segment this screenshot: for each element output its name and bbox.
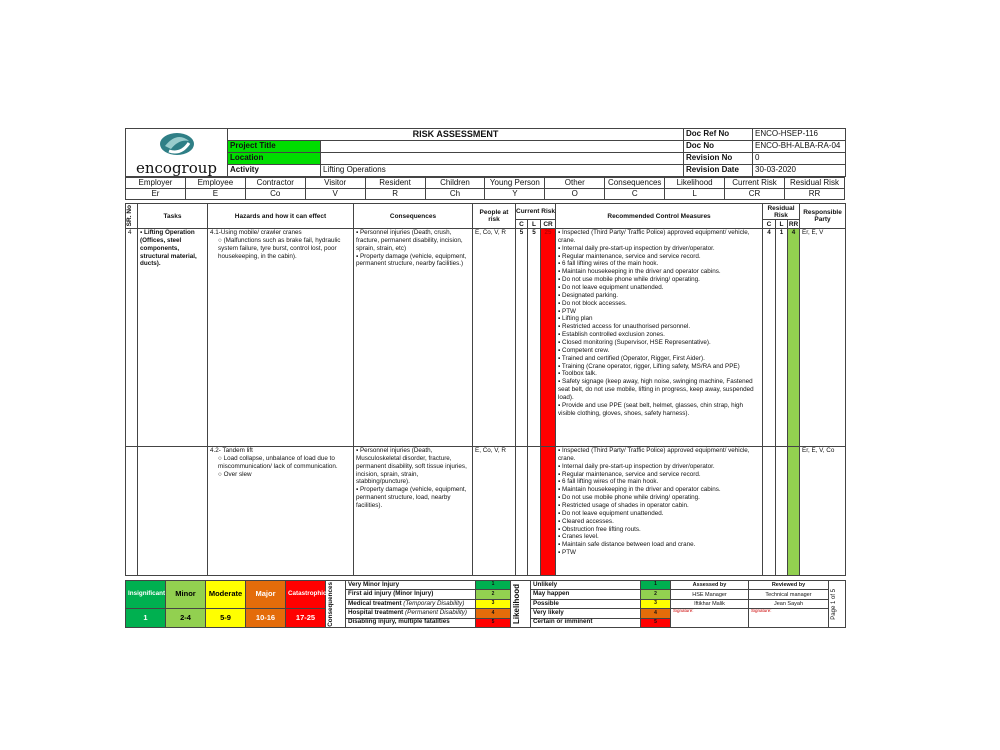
consequence-level [346,618,476,627]
assessed-by-label: Assessed by [671,581,749,590]
risk-matrix-footer [125,580,846,628]
consequence-item: ▪ Personnel injuries (Death, crush, fracture, permanent disability, incision, sprain, strain, etc) [356,229,470,253]
control-measure: ▪ Inspected (Third Party/ Traffic Police) approved equipment/ vehicle, crane. [558,447,760,463]
residual-l [776,447,788,576]
revision-no-value: 0 [753,153,846,165]
col-current-risk: Current Risk [516,204,556,220]
legend-name: Employer [126,178,186,189]
consequence-level [346,581,476,590]
control-measure: ▪ Do not use mobile phone while driving/ operating. [558,494,760,502]
control-measure: ▪ Regular maintenance, service and service record. [558,471,760,479]
col-residual-risk: Residual Risk [763,204,800,220]
consequences-cell [354,447,473,576]
hazard-item: ○ Over slew [210,471,351,479]
doc-no-value: ENCO-BH-ALBA-RA-04 [753,141,846,153]
risk-level-label: Major [246,581,286,609]
likelihood-level: Possible [531,599,641,608]
control-measure: ▪ Cranes level. [558,533,760,541]
header-table [125,128,846,177]
residual-rr [788,447,800,576]
consequence-text: Very Minor Injury [348,580,400,588]
logo-text: encogroup [135,159,218,177]
risk-level-label: Insignificant [126,581,166,609]
reviewer-name: Jean Sayah [749,599,829,608]
location-value[interactable] [321,153,684,165]
legend-abbr: O [545,189,605,200]
risk-level-range: 5-9 [206,609,246,628]
task-cell [138,447,208,576]
control-measure: ▪ Restricted access for unauthorised personnel. [558,323,760,331]
revision-date-label: Revision Date [684,165,753,177]
revision-date-value: 30-03-2020 [753,165,846,177]
risk-level-range: 10-16 [246,609,286,628]
responsible-party: Er, E, V [800,229,846,447]
likelihood-score: 4 [641,609,671,618]
page-text: Page 1 of 5 [831,588,837,620]
likelihood-score: 5 [641,618,671,627]
col-tasks: Tasks [138,204,208,229]
risk-table [125,203,846,576]
risk-level-label: Minor [166,581,206,609]
control-measure: ▪ Lifting plan [558,315,760,323]
risk-level-label: Moderate [206,581,246,609]
revision-no-label: Revision No [684,153,753,165]
footer-row [126,609,846,618]
hazard-title: 4.2- Tandem lift [210,447,253,454]
consequence-note: (Permanent Disability) [405,608,467,616]
assessor-role: HSE Manager [671,590,749,599]
consequence-level [346,609,476,618]
control-measure: ▪ PTW [558,308,760,316]
hazard-title: 4.1-Using mobile/ crawler cranes [210,229,302,236]
consequence-level [346,590,476,599]
col-measures: Recommended Control Measures [556,204,763,229]
col-people: People at risk [473,204,516,229]
consequence-score: 5 [476,618,511,627]
doc-ref-value: ENCO-HSEP-116 [753,129,846,141]
control-measure: ▪ Internal daily pre-start-up inspection by driver/operator. [558,463,760,471]
likelihood-level: Certain or imminent [531,618,641,627]
residual-c: 4 [763,229,776,447]
consequences-axis-label [326,581,346,628]
consequence-text: Hospital treatment [348,608,406,616]
control-measure: ▪ Safety signage (keep away, high noise, swinging machine, Fastened seat belt, do not use mobile, lifting in progress, keep away, suspended load). [558,378,760,402]
logo-icon [157,131,197,157]
control-measure: ▪ Obstruction free lifting routs. [558,526,760,534]
col-responsible: Responsible Party [800,204,846,229]
control-measure: ▪ Provide and use PPE (seat belt, helmet, glasses, chin strap, high visible clothing, gloves, shoes, safety harness). [558,402,760,418]
legend-abbr: CR [725,189,785,200]
consequence-score: 3 [476,599,511,608]
consequence-score: 2 [476,590,511,599]
legend-abbr: Er [126,189,186,200]
control-measure: ▪ Establish controlled exclusion zones. [558,331,760,339]
legend-abbr: Ch [425,189,485,200]
col-consequences: Consequences [354,204,473,229]
col-sr: SR. No [126,205,133,227]
residual-c [763,447,776,576]
reviewer-signature[interactable]: Signature: [749,609,829,628]
residual-rr: 4 [788,229,800,447]
doc-no-label: Doc No [684,141,753,153]
control-measure: ▪ Do not use mobile phone while driving/ operating. [558,276,760,284]
col-rc: C [763,220,776,229]
location-label: Location [228,153,321,165]
responsible-party: Er, E, V, Co [800,447,846,576]
abbreviation-legend [125,177,845,200]
control-measure: ▪ Competent crew. [558,347,760,355]
current-l [528,447,541,576]
legend-name: Contractor [245,178,305,189]
consequence-level [346,599,476,608]
assessor-signature[interactable]: Signature: [671,609,749,628]
control-measure: ▪ Designated parking. [558,292,760,300]
current-c: 5 [516,229,528,447]
control-measure: ▪ Trained and certified (Operator, Rigger, First Aider). [558,355,760,363]
control-measure: ▪ Maintain housekeeping in the driver and operator cabins. [558,268,760,276]
consequence-item: ▪ Personnel injuries (Death, Musculoskeletal disorder, fracture, permanent disability, soft tissue injuries, incision, sprain, strain, stabbing/puncture). [356,447,470,486]
footer-row [126,581,846,590]
legend-abbr: Co [245,189,305,200]
hazard-cell [208,447,354,576]
activity-label: Activity [228,165,321,177]
hazard-cell [208,229,354,447]
doc-title: RISK ASSESSMENT [228,129,684,141]
consequences-cell [354,229,473,447]
risk-level-range: 2-4 [166,609,206,628]
consequence-score: 1 [476,581,511,590]
residual-l: 1 [776,229,788,447]
hazard-item: ○ (Malfunctions such as brake fail, hydraulic system failure, tyre burst, control lost, poor housekeeping, in the cabin). [210,237,351,261]
legend-name: Residual Risk [784,178,844,189]
legend-abbr: L [665,189,725,200]
col-c: C [516,220,528,229]
legend-abbr: Y [485,189,545,200]
control-measure: ▪ Maintain housekeeping in the driver and operator cabins. [558,486,760,494]
control-measure: ▪ Regular maintenance, service and service record. [558,253,760,261]
current-l: 5 [528,229,541,447]
assessor-name: Iftikhar Malik [671,599,749,608]
control-measure: ▪ Internal daily pre-start-up inspection by driver/operator. [558,245,760,253]
legend-abbr: E [185,189,245,200]
control-measure: ▪ Restricted usage of shades in operator cabin. [558,502,760,510]
col-cr: CR [541,220,556,229]
risk-level-label: Catastrophic [286,581,326,609]
control-measure: ▪ Do not leave equipment unattended. [558,284,760,292]
project-title-value[interactable] [321,141,684,153]
control-measure: ▪ 6 fall lifting wires of the main hook. [558,478,760,486]
sr-no [126,447,138,576]
control-measure: ▪ Closed monitoring (Supervisor, HSE Representative). [558,339,760,347]
legend-abbr: RR [784,189,844,200]
risk-level-range: 1 [126,609,166,628]
sr-no: 4 [126,229,138,447]
col-rr: RR [788,220,799,228]
legend-name: Likelihood [665,178,725,189]
control-measure: ▪ Cleared accesses. [558,518,760,526]
project-title-label: Project Title [228,141,321,153]
task-cell [138,229,208,447]
people-at-risk: E, Co, V, R [473,229,516,447]
current-c [516,447,528,576]
legend-name: Other [545,178,605,189]
table-row [126,229,846,447]
control-measure: ▪ Maintain safe distance between load and crane. [558,541,760,549]
consequence-item: ▪ Property damage (vehicle, equipment, permanent structure, load, nearby facilities). [356,486,470,510]
legend-abbr: V [305,189,365,200]
doc-ref-label: Doc Ref No [684,129,753,141]
control-measure: ▪ PTW [558,549,760,557]
legend-abbr: C [605,189,665,200]
control-measure: ▪ Do not block accesses. [558,300,760,308]
legend-name: Current Risk [725,178,785,189]
risk-level-range: 17-25 [286,609,326,628]
legend-abbr: R [365,189,425,200]
consequence-text: Medical treatment [348,599,404,607]
control-measure: ▪ Do not leave equipment unattended. [558,510,760,518]
control-measure: ▪ 6 fall lifting wires of the main hook. [558,260,760,268]
consequence-score: 4 [476,609,511,618]
col-l: L [528,220,541,229]
likelihood-score: 1 [641,581,671,590]
control-measure: ▪ Training (Crane operator, rigger, Lifting safety, MS/RA and PPE) [558,363,760,371]
measures-cell [556,447,763,576]
consequence-text: Disabling injury, multiple fatalities [348,618,450,626]
control-measure: ▪ Toolbox talk. [558,370,760,378]
table-row [126,447,846,576]
legend-name: Visitor [305,178,365,189]
likelihood-label: Likelihood [512,583,521,624]
measures-cell [556,229,763,447]
page-number [829,581,846,628]
hazard-item: ○ Load collapse, unbalance of load due to miscommunication/ lack of communication. [210,455,351,471]
current-cr: 25 [541,229,556,447]
consequence-item: ▪ Property damage (vehicle, equipment, permanent structure, nearby facilities.) [356,253,470,269]
legend-name: Young Person [485,178,545,189]
legend-name: Employee [185,178,245,189]
likelihood-score: 3 [641,599,671,608]
reviewed-by-label: Reviewed by [749,581,829,590]
likelihood-score: 2 [641,590,671,599]
col-hazards: Hazards and how it can effect [208,204,354,229]
consequence-note: (Temporary Disability) [403,599,465,607]
legend-name: Children [425,178,485,189]
likelihood-level: Unlikely [531,581,641,590]
consequences-label: Consequences [327,581,334,627]
control-measure: ▪ Inspected (Third Party/ Traffic Police) approved equipment/ vehicle, crane. [558,229,760,245]
task: ▪ Lifting Operation (Offices, steel components, structural material, ducts). [140,229,205,268]
likelihood-axis-label [511,581,531,628]
current-cr [541,447,556,576]
people-at-risk: E, Co, V, R [473,447,516,576]
legend-name: Resident [365,178,425,189]
consequence-text: First aid injury (Minor Injury) [348,590,434,598]
activity-value: Lifting Operations [321,165,684,177]
company-logo [126,129,228,177]
likelihood-level: Very likely [531,609,641,618]
legend-name: Consequences [605,178,665,189]
reviewer-role: Technical manager [749,590,829,599]
col-rl: L [776,220,788,229]
likelihood-level: May happen [531,590,641,599]
